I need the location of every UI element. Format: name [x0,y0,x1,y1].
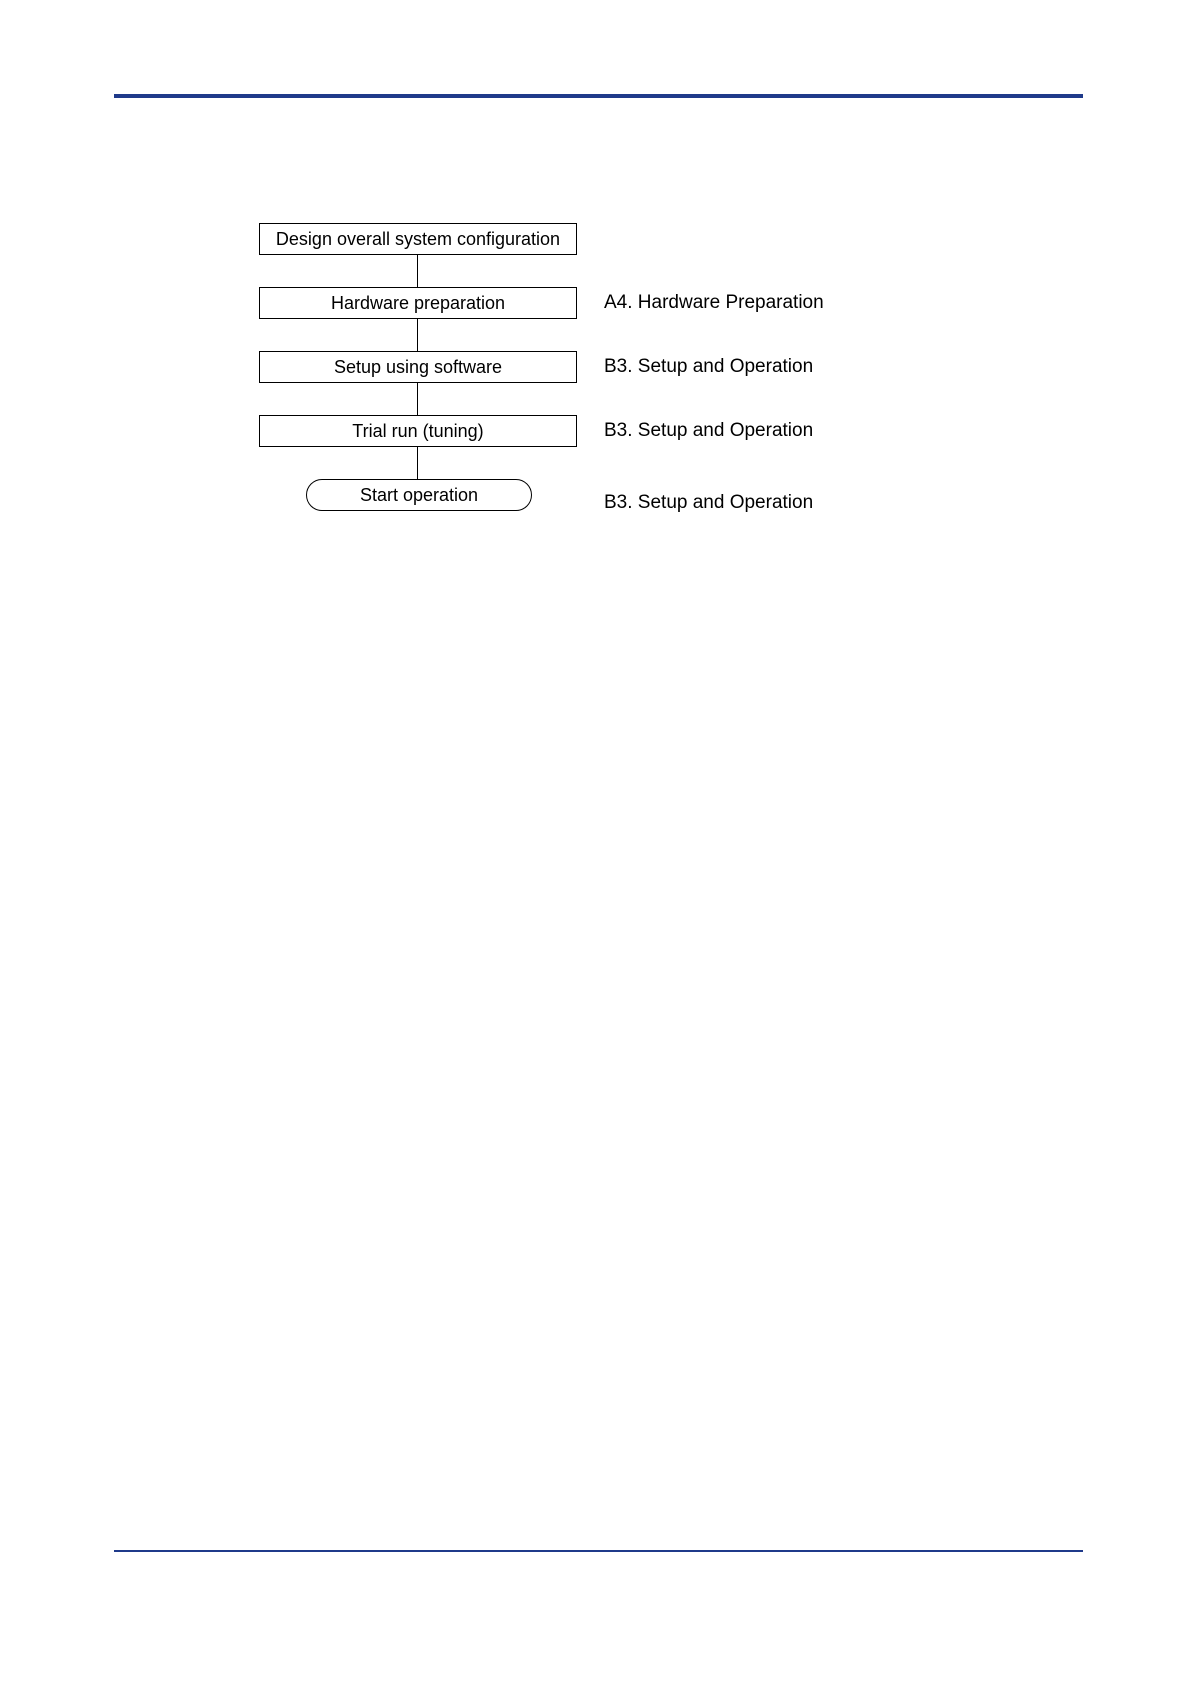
connector-line [417,319,418,351]
terminal-start-operation [306,479,532,511]
step-label: Trial run (tuning) [352,420,484,441]
step-label: Setup using software [333,356,503,377]
step-setup-software [259,351,577,383]
ref-setup-operation: B3. Setup and Operation [604,492,814,513]
connector-line [417,447,418,479]
step-hardware-preparation [259,287,577,319]
ref-setup-operation: B3. Setup and Operation [604,356,814,377]
connector-line [417,383,418,415]
ref-hardware-preparation: A4. Hardware Preparation [604,292,824,313]
step-label: Design overall system configuration [275,228,561,249]
step-design-system [259,223,577,255]
terminal-label: Start operation [359,484,479,505]
step-label: Hardware preparation [330,292,506,313]
step-trial-run [259,415,577,447]
ref-setup-operation: B3. Setup and Operation [604,420,814,441]
connector-line [417,255,418,287]
footer-rule [114,1550,1083,1552]
